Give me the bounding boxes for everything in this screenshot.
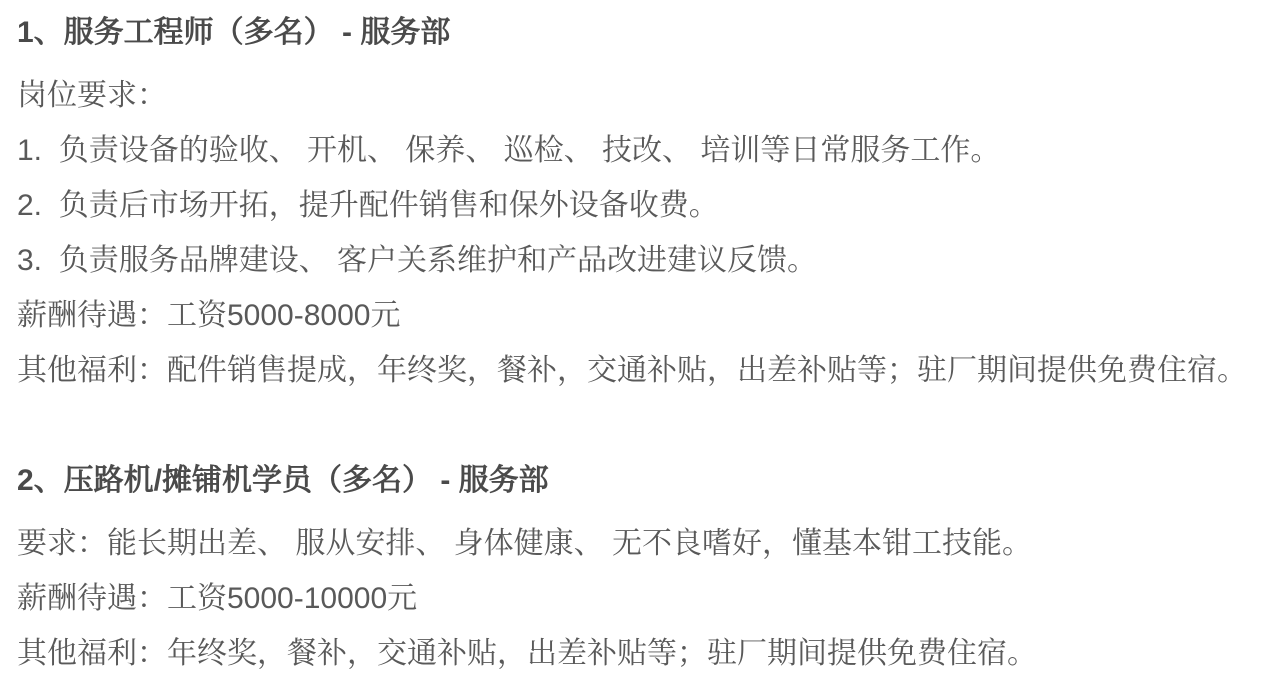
job-1-requirement-item: 1. 负责设备的验收、 开机、 保养、 巡检、 技改、 培训等日常服务工作。 (17, 134, 1001, 167)
job-1-requirement-item: 3. 负责服务品牌建设、 客户关系维护和产品改进建议反馈。 (17, 244, 818, 277)
job-1-salary-line: 薪酬待遇：工资5000-8000元 (17, 299, 401, 332)
job-2-benefits-line: 其他福利：年终奖，餐补，交通补贴，出差补贴等；驻厂期间提供免费住宿。 (17, 637, 1037, 670)
job-2-requirements-line: 要求：能长期出差、 服从安排、 身体健康、 无不良嗜好，懂基本钳工技能。 (17, 527, 1033, 560)
job-section-1 (17, 5, 1268, 398)
job-2-title: 2、压路机/摊铺机学员（多名） - 服务部 (17, 464, 549, 497)
job-1-benefits-line: 其他福利：配件销售提成，年终奖，餐补，交通补贴，出差补贴等；驻厂期间提供免费住宿。 (17, 354, 1247, 387)
job-1-title: 1、服务工程师（多名） - 服务部 (17, 16, 451, 49)
job-1-requirements-label: 岗位要求： (17, 79, 167, 112)
job-1-requirement-item: 2. 负责后市场开拓，提升配件销售和保外设备收费。 (17, 189, 719, 222)
job-section-2 (17, 453, 1268, 680)
section-gap (17, 398, 1268, 453)
job-2-salary-line: 薪酬待遇：工资5000-10000元 (17, 582, 418, 615)
